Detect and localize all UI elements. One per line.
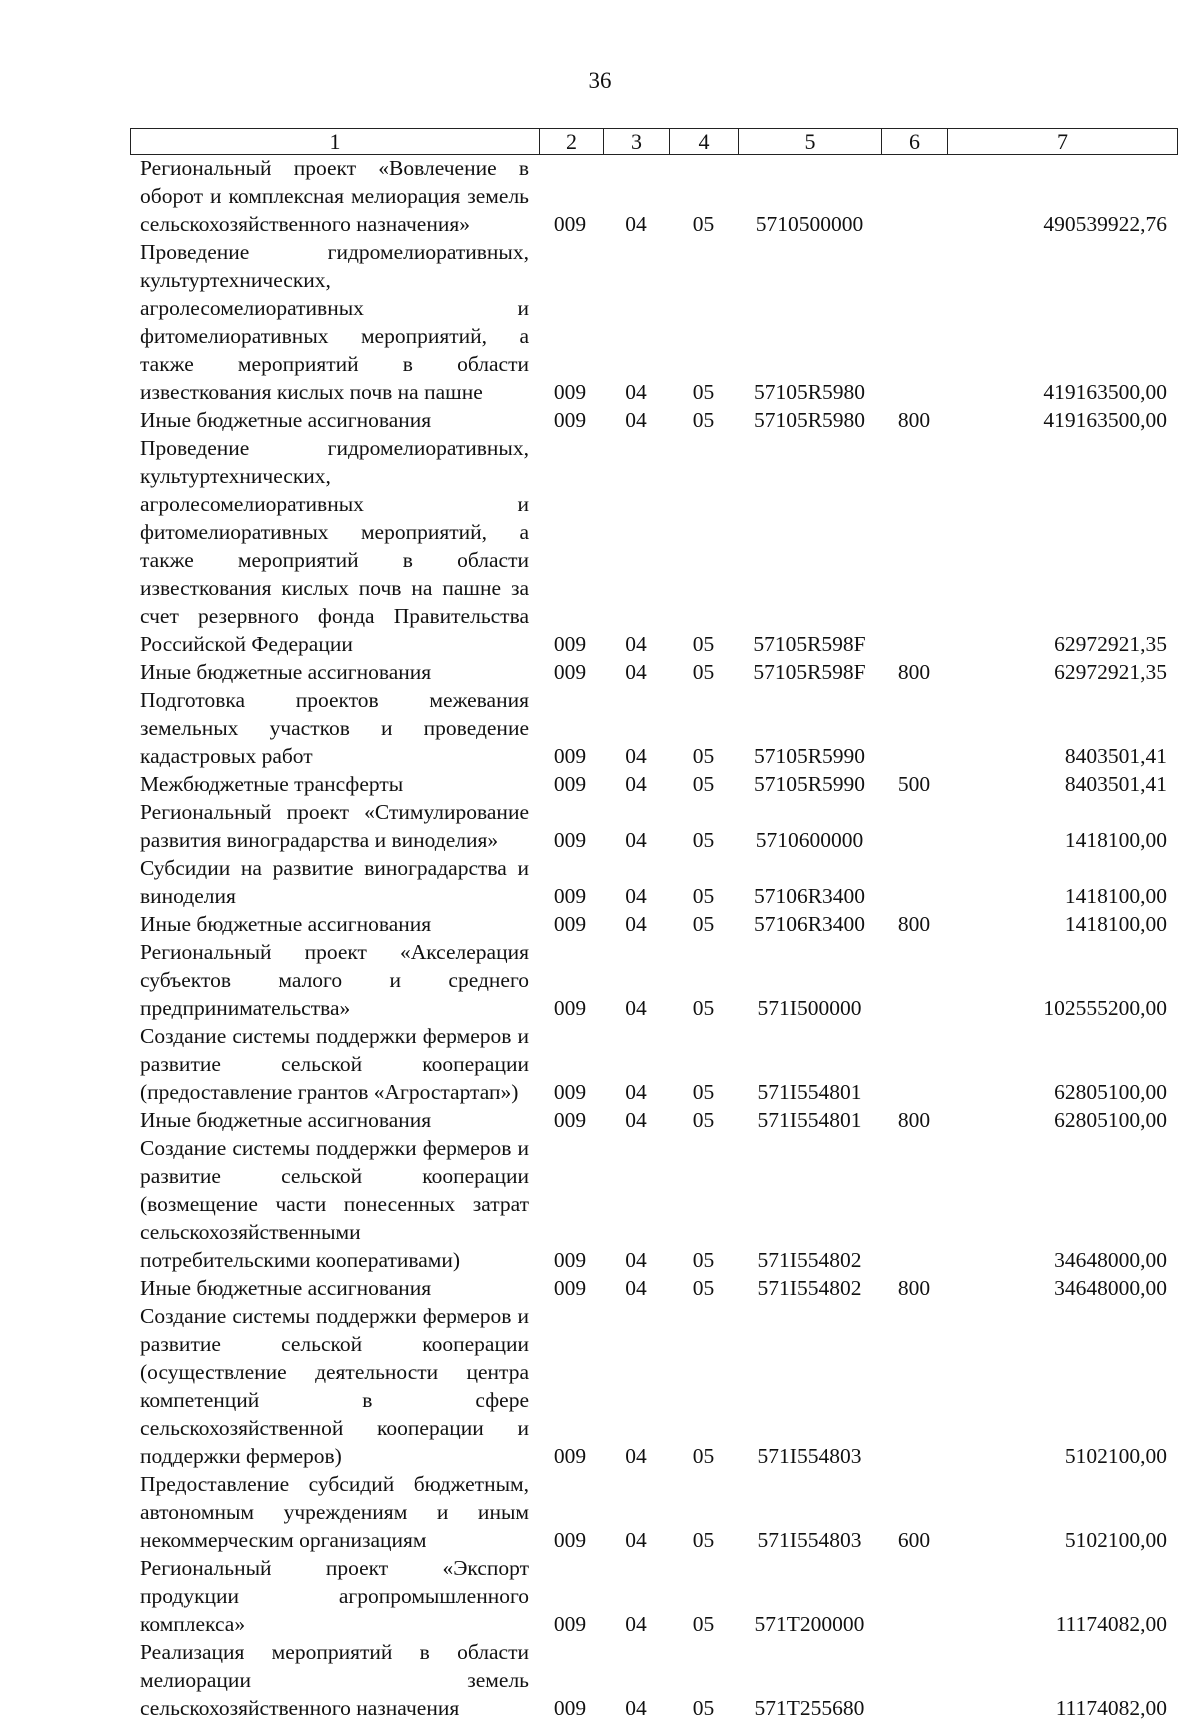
row-col-5: 571I554802 [757, 1276, 862, 1300]
row-col-4: 05 [692, 1528, 715, 1552]
header-col-2: 2 [540, 129, 604, 155]
row-name: Создание системы поддержки фермеров и развитие сельской кооперации (возмещение части понесенных затрат сельскохозяйственными потребительскими кооперативами) [140, 1136, 529, 1272]
row-col-5: 57105R5990 [753, 744, 866, 768]
row-col-3: 04 [625, 1080, 647, 1104]
row-col-7: 11174082,00 [1055, 1696, 1167, 1720]
header-col-3: 3 [604, 129, 670, 155]
row-col-6 [881, 238, 947, 406]
table-row [131, 1134, 1177, 1274]
row-col-6 [881, 154, 947, 238]
row-col-4: 05 [692, 772, 715, 796]
row-col-2: 009 [553, 884, 587, 908]
page-number: 36 [588, 68, 612, 93]
row-col-6 [881, 938, 947, 1022]
row-col-2: 009 [553, 772, 587, 796]
row-name: Региональный проект «Вовлечение в оборот и комплексная мелиорация земель сельскохозяйственного назначения» [140, 156, 529, 236]
table-row [131, 686, 1177, 770]
row-col-7: 8403501,41 [1064, 744, 1167, 768]
row-col-3: 04 [625, 744, 647, 768]
row-col-6 [881, 854, 947, 910]
row-col-4: 05 [692, 1696, 715, 1720]
table-row [131, 938, 1177, 1022]
row-col-2: 009 [553, 212, 587, 236]
row-col-4: 05 [692, 212, 715, 236]
header-row [131, 129, 1178, 155]
budget-table-body [131, 154, 1177, 1722]
row-col-7: 1418100,00 [1064, 828, 1167, 852]
row-col-7: 419163500,00 [1043, 408, 1167, 432]
row-name: Региональный проект «Экспорт продукции агропромышленного комплекса» [140, 1556, 529, 1636]
row-col-4: 05 [692, 632, 715, 656]
row-col-2: 009 [553, 632, 587, 656]
row-col-2: 009 [553, 1696, 587, 1720]
row-col-6: 800 [897, 1108, 931, 1132]
row-col-3: 04 [625, 632, 647, 656]
row-col-5: 571T200000 [754, 1612, 865, 1636]
table-row [131, 1106, 1177, 1134]
row-col-6 [881, 434, 947, 658]
row-col-3: 04 [625, 1528, 647, 1552]
row-col-6: 600 [897, 1528, 931, 1552]
row-col-2: 009 [553, 1612, 587, 1636]
row-col-3: 04 [625, 1276, 647, 1300]
table-row [131, 1302, 1177, 1470]
row-col-5: 571I554803 [757, 1528, 862, 1552]
table-row [131, 658, 1177, 686]
row-col-5: 57105R5990 [753, 772, 866, 796]
row-col-6 [881, 1554, 947, 1638]
row-col-3: 04 [625, 996, 647, 1020]
row-col-4: 05 [692, 744, 715, 768]
table-row [131, 1274, 1177, 1302]
row-col-5: 57106R3400 [753, 912, 866, 936]
table-row [131, 854, 1177, 910]
row-col-7: 11174082,00 [1055, 1612, 1167, 1636]
row-col-5: 57105R598F [753, 632, 866, 656]
row-col-7: 62805100,00 [1054, 1108, 1167, 1132]
row-col-6 [881, 798, 947, 854]
row-col-2: 009 [553, 828, 587, 852]
row-col-4: 05 [692, 380, 715, 404]
table-row [131, 154, 1177, 238]
row-name: Иные бюджетные ассигнования [140, 912, 432, 936]
row-col-3: 04 [625, 380, 647, 404]
row-col-6 [881, 1302, 947, 1470]
row-col-4: 05 [692, 996, 715, 1020]
row-col-2: 009 [553, 660, 587, 684]
row-col-3: 04 [625, 1444, 647, 1468]
table-row [131, 406, 1177, 434]
row-col-2: 009 [553, 744, 587, 768]
row-col-7: 34648000,00 [1054, 1276, 1167, 1300]
row-col-5: 57105R5980 [753, 380, 866, 404]
table-row [131, 1554, 1177, 1638]
row-name: Проведение гидромелиоративных, культуртехнических, агролесомелиоративных и фитомелиоративных мероприятий, а также мероприятий в области известкования кислых почв на пашне [140, 240, 529, 404]
row-col-3: 04 [625, 212, 647, 236]
row-col-2: 009 [553, 1276, 587, 1300]
row-col-4: 05 [692, 912, 715, 936]
row-col-5: 57105R598F [753, 660, 866, 684]
row-name: Межбюджетные трансферты [140, 772, 404, 796]
row-col-6 [881, 686, 947, 770]
row-col-7: 5102100,00 [1064, 1444, 1167, 1468]
row-col-2: 009 [553, 912, 587, 936]
row-name: Региональный проект «Стимулирование развития виноградарства и виноделия» [140, 800, 529, 852]
row-col-4: 05 [692, 828, 715, 852]
row-col-2: 009 [553, 1248, 587, 1272]
row-col-3: 04 [625, 1108, 647, 1132]
row-col-4: 05 [692, 1108, 715, 1132]
header-col-7: 7 [948, 129, 1178, 155]
row-col-4: 05 [692, 1444, 715, 1468]
row-col-4: 05 [692, 1248, 715, 1272]
row-col-4: 05 [692, 884, 715, 908]
row-col-6 [881, 1638, 947, 1722]
row-name: Иные бюджетные ассигнования [140, 660, 432, 684]
table-row [131, 434, 1177, 658]
row-col-3: 04 [625, 408, 647, 432]
row-col-5: 57106R3400 [753, 884, 866, 908]
row-col-7: 1418100,00 [1064, 912, 1167, 936]
row-col-3: 04 [625, 660, 647, 684]
header-col-1: 1 [131, 129, 540, 155]
row-name: Предоставление субсидий бюджетным, автономным учреждениям и иным некоммерческим организациям [140, 1472, 529, 1552]
table-header [130, 128, 1178, 155]
row-col-4: 05 [692, 1080, 715, 1104]
row-col-7: 5102100,00 [1064, 1528, 1167, 1552]
row-name: Иные бюджетные ассигнования [140, 1276, 432, 1300]
row-col-3: 04 [625, 884, 647, 908]
row-col-5: 571I554801 [757, 1108, 862, 1132]
table-row [131, 798, 1177, 854]
row-name: Субсидии на развитие виноградарства и виноделия [140, 856, 529, 908]
row-col-2: 009 [553, 1444, 587, 1468]
row-col-7: 62805100,00 [1054, 1080, 1167, 1104]
header-col-6: 6 [882, 129, 948, 155]
table-row [131, 1022, 1177, 1106]
row-col-5: 571I500000 [757, 996, 862, 1020]
table-row [131, 770, 1177, 798]
row-name: Реализация мероприятий в области мелиорации земель сельскохозяйственного назначения [140, 1640, 529, 1720]
row-col-7: 102555200,00 [1043, 996, 1167, 1020]
row-col-5: 571I554802 [757, 1248, 862, 1272]
row-col-3: 04 [625, 1696, 647, 1720]
row-col-6: 800 [897, 408, 931, 432]
row-col-6 [881, 1134, 947, 1274]
row-col-7: 419163500,00 [1043, 380, 1167, 404]
row-col-7: 62972921,35 [1054, 632, 1167, 656]
row-col-5: 5710500000 [755, 212, 864, 236]
row-col-7: 8403501,41 [1064, 772, 1167, 796]
row-name: Региональный проект «Акселерация субъектов малого и среднего предпринимательства» [140, 940, 529, 1020]
row-name: Иные бюджетные ассигнования [140, 408, 432, 432]
row-col-2: 009 [553, 380, 587, 404]
row-col-3: 04 [625, 828, 647, 852]
row-col-3: 04 [625, 912, 647, 936]
row-col-6: 800 [897, 912, 931, 936]
table-row [131, 238, 1177, 406]
row-col-6: 800 [897, 1276, 931, 1300]
row-col-4: 05 [692, 1276, 715, 1300]
row-col-5: 571I554803 [757, 1444, 862, 1468]
row-name: Создание системы поддержки фермеров и развитие сельской кооперации (осуществление деятельности центра компетенций в сфере сельскохозяйственной кооперации и поддержки фермеров) [140, 1304, 529, 1468]
table-row [131, 910, 1177, 938]
row-col-7: 1418100,00 [1064, 884, 1167, 908]
row-col-6 [881, 1022, 947, 1106]
row-col-2: 009 [553, 1108, 587, 1132]
row-col-5: 57105R5980 [753, 408, 866, 432]
row-col-2: 009 [553, 996, 587, 1020]
row-name: Подготовка проектов межевания земельных участков и проведение кадастровых работ [140, 688, 529, 768]
row-col-2: 009 [553, 408, 587, 432]
budget-table [131, 154, 1177, 1722]
table-row [131, 1470, 1177, 1554]
row-name: Создание системы поддержки фермеров и развитие сельской кооперации (предоставление грантов «Агростартап») [140, 1024, 529, 1104]
row-col-5: 571T255680 [754, 1696, 865, 1720]
row-col-5: 5710600000 [755, 828, 864, 852]
row-col-7: 34648000,00 [1054, 1248, 1167, 1272]
row-name: Проведение гидромелиоративных, культуртехнических, агролесомелиоративных и фитомелиоративных мероприятий, а также мероприятий в области известкования кислых почв на пашне за счет резервного фонда Правительства Российской Федерации [140, 436, 529, 656]
row-col-3: 04 [625, 772, 647, 796]
header-col-5: 5 [739, 129, 882, 155]
row-col-3: 04 [625, 1612, 647, 1636]
row-col-2: 009 [553, 1528, 587, 1552]
table-row [131, 1638, 1177, 1722]
row-col-4: 05 [692, 408, 715, 432]
row-col-7: 62972921,35 [1054, 660, 1167, 684]
row-col-5: 571I554801 [757, 1080, 862, 1104]
row-col-7: 490539922,76 [1043, 212, 1167, 236]
row-col-4: 05 [692, 660, 715, 684]
row-col-6: 800 [897, 660, 931, 684]
header-col-4: 4 [670, 129, 739, 155]
row-col-2: 009 [553, 1080, 587, 1104]
row-col-4: 05 [692, 1612, 715, 1636]
row-col-3: 04 [625, 1248, 647, 1272]
row-name: Иные бюджетные ассигнования [140, 1108, 432, 1132]
row-col-6: 500 [897, 772, 931, 796]
